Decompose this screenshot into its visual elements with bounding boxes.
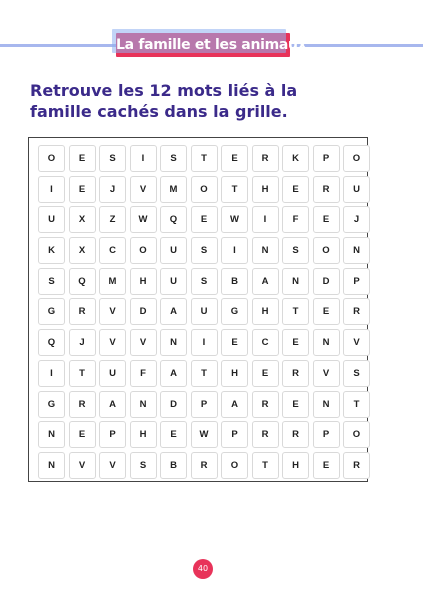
grid-cell[interactable]: S	[343, 360, 370, 387]
grid-cell[interactable]: I	[38, 360, 65, 387]
grid-cell[interactable]: I	[130, 145, 157, 172]
grid-cell[interactable]: N	[252, 237, 279, 264]
grid-cell[interactable]: O	[313, 237, 340, 264]
grid-cell[interactable]: T	[191, 360, 218, 387]
grid-cell[interactable]: E	[313, 452, 340, 479]
grid-cell[interactable]: R	[69, 298, 96, 325]
grid-cell[interactable]: R	[282, 360, 309, 387]
grid-cell[interactable]: E	[69, 145, 96, 172]
grid-cell[interactable]: H	[282, 452, 309, 479]
grid-cell[interactable]: E	[282, 329, 309, 356]
grid-cell[interactable]: K	[38, 237, 65, 264]
grid-cell[interactable]: P	[99, 421, 126, 448]
grid-cell[interactable]: V	[130, 329, 157, 356]
grid-cell[interactable]: H	[252, 176, 279, 203]
grid-cell[interactable]: K	[282, 145, 309, 172]
grid-cell[interactable]: G	[38, 298, 65, 325]
grid-cell[interactable]: E	[221, 145, 248, 172]
grid-cell[interactable]: A	[160, 360, 187, 387]
grid-cell[interactable]: D	[313, 268, 340, 295]
grid-cell[interactable]: E	[69, 421, 96, 448]
grid-cell[interactable]: E	[160, 421, 187, 448]
page-number: 40	[193, 559, 213, 579]
grid-cell[interactable]: P	[313, 421, 340, 448]
grid-cell[interactable]: W	[191, 421, 218, 448]
grid-cell[interactable]: V	[99, 298, 126, 325]
grid-cell[interactable]: E	[69, 176, 96, 203]
grid-cell[interactable]: T	[343, 391, 370, 418]
grid-cell[interactable]: F	[130, 360, 157, 387]
grid-cell[interactable]: T	[252, 452, 279, 479]
grid-cell[interactable]: T	[191, 145, 218, 172]
grid-cell[interactable]: S	[191, 237, 218, 264]
section-title: La famille et les animaux	[116, 37, 307, 53]
grid-cell[interactable]: J	[343, 206, 370, 233]
grid-cell[interactable]: D	[130, 298, 157, 325]
grid-cell[interactable]: H	[252, 298, 279, 325]
grid-cell[interactable]: D	[160, 391, 187, 418]
grid-cell[interactable]: W	[130, 206, 157, 233]
grid-cell[interactable]: E	[282, 391, 309, 418]
grid-cell[interactable]: U	[343, 176, 370, 203]
grid-cell[interactable]: R	[69, 391, 96, 418]
grid-cell[interactable]: T	[69, 360, 96, 387]
grid-cell[interactable]: M	[99, 268, 126, 295]
grid-cell[interactable]: N	[343, 237, 370, 264]
grid-cell[interactable]: O	[38, 145, 65, 172]
grid-cell[interactable]: O	[191, 176, 218, 203]
grid-cell[interactable]: S	[99, 145, 126, 172]
grid-cell[interactable]: H	[221, 360, 248, 387]
grid-cell[interactable]: V	[69, 452, 96, 479]
grid-cell[interactable]: V	[313, 360, 340, 387]
grid-cell[interactable]: E	[282, 176, 309, 203]
grid-cell[interactable]: R	[343, 452, 370, 479]
grid-cell[interactable]: Q	[38, 329, 65, 356]
grid-cell[interactable]: Z	[99, 206, 126, 233]
grid-cell[interactable]: P	[343, 268, 370, 295]
grid-cell[interactable]: R	[282, 421, 309, 448]
grid-cell[interactable]: F	[282, 206, 309, 233]
grid-cell[interactable]: N	[313, 391, 340, 418]
grid-cell[interactable]: E	[221, 329, 248, 356]
grid-cell[interactable]: J	[99, 176, 126, 203]
grid-cell[interactable]: A	[99, 391, 126, 418]
grid-cell[interactable]: C	[252, 329, 279, 356]
grid-cell[interactable]: U	[160, 268, 187, 295]
grid-cell[interactable]: B	[160, 452, 187, 479]
grid-cell[interactable]: P	[191, 391, 218, 418]
grid-cell[interactable]: S	[38, 268, 65, 295]
grid-cell[interactable]: U	[191, 298, 218, 325]
grid-cell[interactable]: A	[160, 298, 187, 325]
grid-cell[interactable]: R	[313, 176, 340, 203]
grid-cell[interactable]: R	[252, 145, 279, 172]
grid-cell[interactable]: G	[221, 298, 248, 325]
grid-cell[interactable]: S	[130, 452, 157, 479]
grid-cell[interactable]: V	[343, 329, 370, 356]
grid-cell[interactable]: R	[343, 298, 370, 325]
grid-cell[interactable]: R	[252, 391, 279, 418]
grid-cell[interactable]: N	[160, 329, 187, 356]
word-search-frame	[28, 137, 368, 482]
grid-cell[interactable]: T	[221, 176, 248, 203]
grid-cell[interactable]: E	[313, 206, 340, 233]
grid-cell[interactable]: A	[252, 268, 279, 295]
section-title-tag	[116, 33, 307, 57]
grid-cell[interactable]: V	[130, 176, 157, 203]
grid-cell[interactable]: E	[313, 298, 340, 325]
grid-cell[interactable]: M	[160, 176, 187, 203]
grid-cell[interactable]: O	[130, 237, 157, 264]
grid-cell[interactable]: U	[160, 237, 187, 264]
grid-cell[interactable]: I	[191, 329, 218, 356]
grid-cell[interactable]: E	[252, 360, 279, 387]
grid-cell[interactable]: U	[99, 360, 126, 387]
grid-cell[interactable]: P	[221, 421, 248, 448]
grid-cell[interactable]: O	[343, 145, 370, 172]
grid-cell[interactable]: X	[69, 237, 96, 264]
grid-cell[interactable]: U	[38, 206, 65, 233]
grid-cell[interactable]: H	[130, 268, 157, 295]
grid-cell[interactable]: N	[313, 329, 340, 356]
grid-cell[interactable]: H	[130, 421, 157, 448]
grid-cell[interactable]: V	[99, 329, 126, 356]
grid-cell[interactable]: N	[282, 268, 309, 295]
grid-cell[interactable]: I	[252, 206, 279, 233]
grid-cell[interactable]: A	[221, 391, 248, 418]
grid-cell[interactable]: T	[282, 298, 309, 325]
grid-cell[interactable]: W	[221, 206, 248, 233]
grid-cell[interactable]: B	[221, 268, 248, 295]
grid-cell[interactable]: S	[282, 237, 309, 264]
grid-cell[interactable]: V	[99, 452, 126, 479]
grid-cell[interactable]: S	[160, 145, 187, 172]
grid-cell[interactable]: O	[221, 452, 248, 479]
grid-cell[interactable]: I	[221, 237, 248, 264]
grid-cell[interactable]: P	[313, 145, 340, 172]
grid-cell[interactable]: N	[38, 452, 65, 479]
grid-cell[interactable]: G	[38, 391, 65, 418]
grid-cell[interactable]: E	[191, 206, 218, 233]
grid-cell[interactable]: N	[38, 421, 65, 448]
grid-cell[interactable]: I	[38, 176, 65, 203]
grid-cell[interactable]: O	[343, 421, 370, 448]
grid-cell[interactable]: S	[191, 268, 218, 295]
grid-cell[interactable]: C	[99, 237, 126, 264]
grid-cell[interactable]: X	[69, 206, 96, 233]
grid-cell[interactable]: N	[130, 391, 157, 418]
grid-cell[interactable]: R	[191, 452, 218, 479]
grid-cell[interactable]: J	[69, 329, 96, 356]
grid-cell[interactable]: R	[252, 421, 279, 448]
instruction-text: Retrouve les 12 mots liés à la famille cachés dans la grille.	[30, 81, 298, 121]
word-search-grid	[38, 145, 370, 479]
grid-cell[interactable]: Q	[69, 268, 96, 295]
grid-cell[interactable]: Q	[160, 206, 187, 233]
